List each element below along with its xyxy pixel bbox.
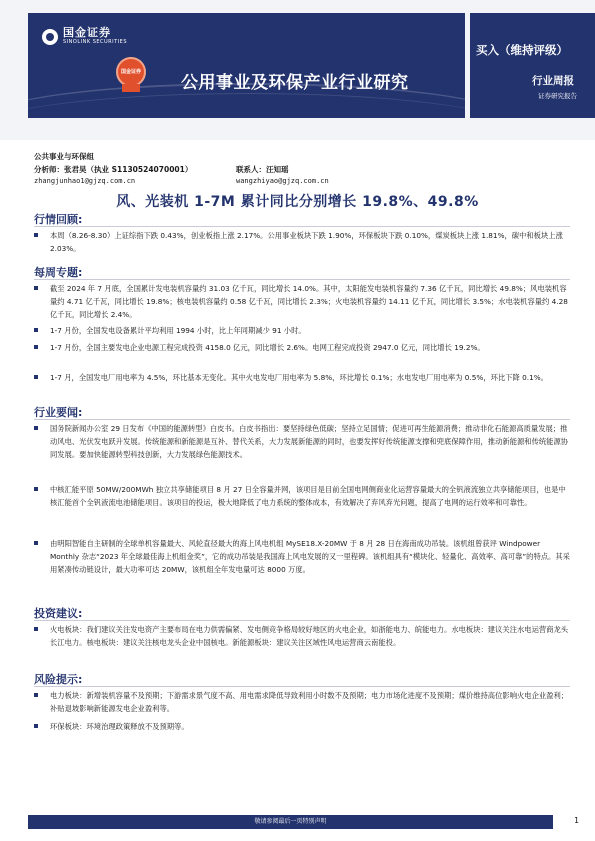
sector-label: 公共事业与环保组 (34, 152, 94, 161)
list-item: 环保板块：环境治理政策释放不及预期等。 (34, 720, 570, 733)
section-divider (34, 686, 570, 687)
bullet-square-icon (34, 426, 38, 430)
list-item: 由明阳智能自主研制的全球单机容量最大、风轮直径最大的海上风电机组 MySE18.X-20MW 于 8 月 28 日在海南成功吊装。该机组曾获评 Windpower Monthly 杂志“2023 年全球最佳海上机组金奖”，它的成功吊装是我国海上风电发展的又一里程碑。该机组具有“模块化、轻量化、高效率、高可靠”的特点。其采用紧凑传动链设计，最大功率可达 20MW，该机组全年发电量可达 8000 万度。 (34, 537, 570, 577)
list-item: 1-7 月份，全国发电设备累计平均利用 1994 小时，比上年同期减少 91 小时。 (34, 324, 570, 337)
logo-name-en: SINOLINK SECURITIES (63, 39, 127, 45)
list-item: 电力板块：新增装机容量不及预期；下游需求景气度不高、用电需求降低导致利用小时数不及预期；电力市场化进度不及预期；煤价维持高位影响火电企业盈利；补贴退坡影响新能源发电企业盈利等。 (34, 689, 570, 715)
contact-info: 联系人：汪知瑶 (236, 165, 289, 174)
bullet-square-icon (34, 233, 38, 237)
bullet-square-icon (34, 693, 38, 697)
list-item: 截至 2024 年 7 月底，全国累计发电装机容量约 31.03 亿千瓦，同比增长 14.0%。其中，太阳能发电装机容量约 7.36 亿千瓦，同比增长 49.8%；风电装机容量约 4.71 亿千瓦，同比增长 19.8%；核电装机容量约 0.58 亿千瓦，同比增长 2.3%；火电装机容量约 14.11 亿千瓦，同比增长 3.5%；水电装机容量约 4.28 亿千瓦，同比增长 2.4%。 (34, 282, 570, 322)
bullet-square-icon (34, 724, 38, 728)
logo-name-cn: 国金证券 (63, 26, 111, 39)
section-divider (34, 226, 570, 227)
section-heading-advice: 投资建议: (34, 607, 83, 620)
seal-ribbon (122, 84, 140, 92)
footer-disclaimer-bar: 敬请参阅最后一页特别声明 (28, 815, 553, 829)
list-item: 中核汇能平原 50MW/200MWh 独立共享储能项目 8 月 27 日全容量并网，该项目是目前全国电网侧商业化运营容量最大的全钒液流独立共享储能项目，也是中核汇能首个全钒液流电池储能项目。该项目的投运，极大地降低了电力系统的整体成本，有效解决了弃风弃光问题，提高了电网的运行效率和可靠性。 (34, 483, 570, 509)
doc-type-label: 行业周报 (532, 75, 574, 87)
bullet-square-icon (34, 345, 38, 349)
bullet-square-icon (34, 375, 38, 379)
analyst-email: zhangjunhao1@gjzq.com.cn (34, 177, 136, 185)
section-heading-news: 行业要闻: (34, 406, 83, 419)
list-item: 火电板块：我们建议关注发电资产主要布局在电力供需偏紧、发电侧竞争格局较好地区的火电企业，如浙能电力、皖能电力。水电板块：建议关注水电运营商龙头长江电力。核电板块：建议关注核电龙头企业中国核电。新能源板块：建议关注区域性风电运营商云南能投。 (34, 623, 570, 649)
section-divider (34, 419, 570, 420)
analyst-info: 分析师：张君昊（执业 S1130524070001） (34, 165, 193, 174)
bullet-square-icon (34, 328, 38, 332)
bullet-square-icon (34, 487, 38, 491)
contact-email: wangzhiyao@gjzq.com.cn (236, 177, 329, 185)
bullet-square-icon (34, 286, 38, 290)
banner-rating-panel (470, 13, 595, 118)
banner-title-panel (28, 13, 465, 118)
page-number: 1 (574, 816, 580, 825)
section-divider (34, 279, 570, 280)
company-logo (42, 27, 127, 46)
section-heading-weekly: 每周专题: (34, 266, 83, 279)
section-divider (34, 620, 570, 621)
doc-subtype-label: 证券研究报告 (538, 92, 577, 100)
industry-title: 公用事业及环保产业行业研究 (181, 73, 409, 93)
section-heading-review: 行情回顾: (34, 213, 83, 226)
bullet-square-icon (34, 627, 38, 631)
list-item: 1-7 月，全国发电厂用电率为 4.5%，环比基本无变化。其中火电发电厂用电率为 5.8%，环比增长 0.1%；水电发电厂用电率为 0.5%，环比下降 0.1%。 (34, 371, 570, 384)
list-item: 1-7 月份，全国主要发电企业电源工程完成投资 4158.0 亿元，同比增长 2.6%。电网工程完成投资 2947.0 亿元，同比增长 19.2%。 (34, 341, 570, 354)
section-heading-risk: 风险提示: (34, 673, 83, 686)
report-title: 风、光装机 1-7M 累计同比分别增长 19.8%、49.8% (116, 194, 479, 210)
logo-mark-icon (42, 29, 58, 45)
company-seal (116, 57, 146, 93)
rating-label: 买入（维持评级） (476, 43, 568, 57)
list-item: 国务院新闻办公室 29 日发布《中国的能源转型》白皮书。白皮书指出：要坚持绿色低碳；坚持立足国情；促进可再生能源消费；推动非化石能源高质量发展；推动风电、光伏发电跃升发展。传统能源和新能源是互补、替代关系，大力发展新能源的同时，也要发挥好传统能源支撑和兜底保障作用，推动新能源和传统能源协同发展。要加快能源转型科技创新，大力发展绿色能源技术。 (34, 422, 570, 462)
header-banner (0, 0, 595, 140)
seal-icon: 国金证券 (116, 57, 146, 87)
list-item: 本周（8.26-8.30）上证综指下跌 0.43%，创业板指上涨 2.17%。公用事业板块下跌 1.90%，环保板块下跌 0.10%，煤炭板块上涨 1.81%，碳中和板块上涨 2.03%。 (34, 229, 570, 255)
bullet-square-icon (34, 541, 38, 545)
